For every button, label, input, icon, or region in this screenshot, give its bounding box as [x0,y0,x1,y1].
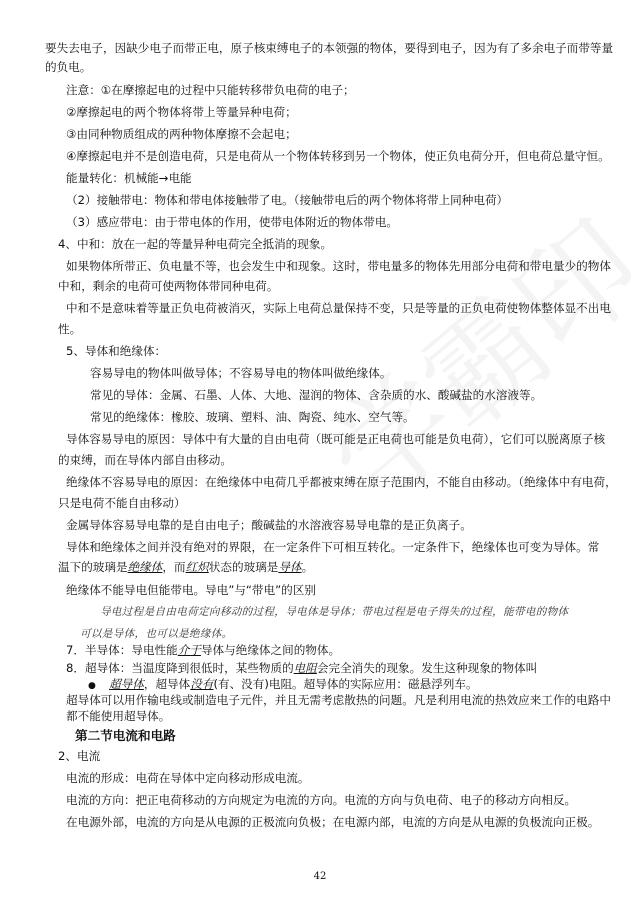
text-line: 都不能使用超导体。 [66,709,171,723]
text-line: 绝缘体不能导电但能带电。导电”与“带电”的区别 [66,583,316,597]
text-line: （3）感应带电：由于带电体的作用，使带电体附近的物体带电。 [66,215,399,229]
text-line: 中和，剩余的电荷可使两物体带同种电荷。 [58,279,279,293]
semi-text: 7．半导体：导电性能 [66,643,178,657]
superc-text: ，超导体 [143,677,191,691]
text-line: 常见的导体：金属、石墨、人体、大地、湿润的物体、含杂质的水、酸碱盐的水溶液等。 [90,388,543,402]
text-line: 电流的方向：把正电荷移动的方向规定为电流的方向。电流的方向与负电荷、电子的移动方向相反。 [66,793,577,807]
text-line: 容易导电的物体叫做导体；不容易导电的物体叫做绝缘体。 [90,366,392,380]
superc-term-none: 没有 [190,677,214,691]
semi-term-between: 介于 [177,643,201,657]
glass-term-red-hot: 红炽 [185,560,209,574]
text-line: 绝缘体不容易导电的原因：在绝缘体中电荷几乎都被束缚在原子范围内，不能自由移动。（绝缘体中有电荷， [66,475,617,489]
text-line: 只是电荷不能自由移动） [58,496,186,510]
text-line: 的负电。 [45,60,92,74]
text-line: ④摩擦起电并不是创造电荷，只是电荷从一个物体转移到另一个物体，使正负电荷分开，但电荷总量守恒。 [66,149,610,163]
section-title: 第二节电流和电路 [75,728,176,743]
text-line: 注意：①在摩擦起电的过程中只能转移带负电荷的电子； [66,83,355,97]
glass-text: 温下的玻璃是 [58,560,128,574]
text-line: 电流的形成：电荷在导体中定向移动形成电流。 [66,771,310,785]
text-line: 金属导体容易导电靠的是自由电子；酸碱盐的水溶液容易导电靠的是正负离子。 [66,518,472,532]
bullet-icon: ● [88,681,96,691]
glass-text: 状态的玻璃是 [208,560,279,574]
semiconductor-line [66,642,340,658]
text-line: 在电源外部，电流的方向是从电源的正极流向负极；在电源内部，电流的方向是从电源的负极流向正极。 [66,815,600,829]
text-line: 5、导体和绝缘体： [66,344,167,358]
superc-text: 8．超导体：当温度降到很低时，某些物质的 [66,661,294,675]
glass-text: ，而 [162,560,186,574]
superc-term-superconductor: 超导体 [109,677,144,691]
italic-note-line: 导电过程是自由电荷定向移动的过程，导电体是导体；带电过程是电子得失的过程，能带电的物体 [100,606,569,618]
glass-text: 。 [301,560,314,574]
superc-text: (有、没有)电阻。超导体的实际应用：磁悬浮列车。 [213,677,478,691]
text-line: ③由同种物质组成的两种物体摩擦不会起电； [66,127,297,141]
text-line: 2、电流 [58,749,101,763]
page-number: 42 [313,871,327,882]
text-line: 导体和绝缘体之间并没有绝对的界限，在一定条件下可相互转化。一定条件下，绝缘体也可变为导体。常 [66,540,600,554]
text-line: 4、中和：放在一起的等量异种电荷完全抵消的现象。 [58,237,333,251]
glass-line [58,559,313,575]
text-line: 常见的绝缘体：橡胶、玻璃、塑料、油、陶瓷、纯水、空气等。 [90,410,415,424]
glass-term-conductor: 导体 [278,560,302,574]
text-line: 导体容易导电的原因：导体中有大量的自由电荷（既可能是正电荷也可能是负电荷），它们可以脱离原子核 [66,432,606,446]
text-line: 超导体可以用作输电线或制造电子元件，并且无需考虑散热的问题。凡是利用电流的热效应来工作的电路中 [66,693,611,707]
text-line: （2）接触带电：物体和带电体接触带了电。（接触带电后的两个物体将带上同种电荷） [66,193,509,207]
text-line: 的束缚，而在导体内部自由移动。 [58,453,232,467]
text-line: 性。 [58,322,82,336]
italic-note-line: 可以是导体，也可以是绝缘体。 [80,628,233,640]
text-line: ②摩擦起电的两个物体将带上等量异种电荷； [66,105,297,119]
glass-term-insulator: 绝缘体 [127,560,163,574]
text-line: 能量转化：机械能→电能 [66,171,192,185]
superc-text: 会完全消失的现象。发生这种现象的物体叫 [316,661,538,675]
semi-text: 导体与绝缘体之间的物体。 [200,643,341,657]
text-line: 要失去电子，因缺少电子而带正电，原子核束缚电子的本领强的物体，要得到电子，因为有了多余电子而带等量 [45,41,614,55]
superconductor-line [66,660,537,676]
superc-term-resistance: 电阻 [293,661,317,675]
text-line: 中和不是意味着等量正负电荷被消灭，实际上电荷总量保持不变，只是等量的正负电荷使物体整体显不出电 [66,301,611,315]
text-line: 如果物体所带正、负电量不等，也会发生中和现象。这时，带电量多的物体先用部分电荷和带电量少的物体 [66,259,611,273]
